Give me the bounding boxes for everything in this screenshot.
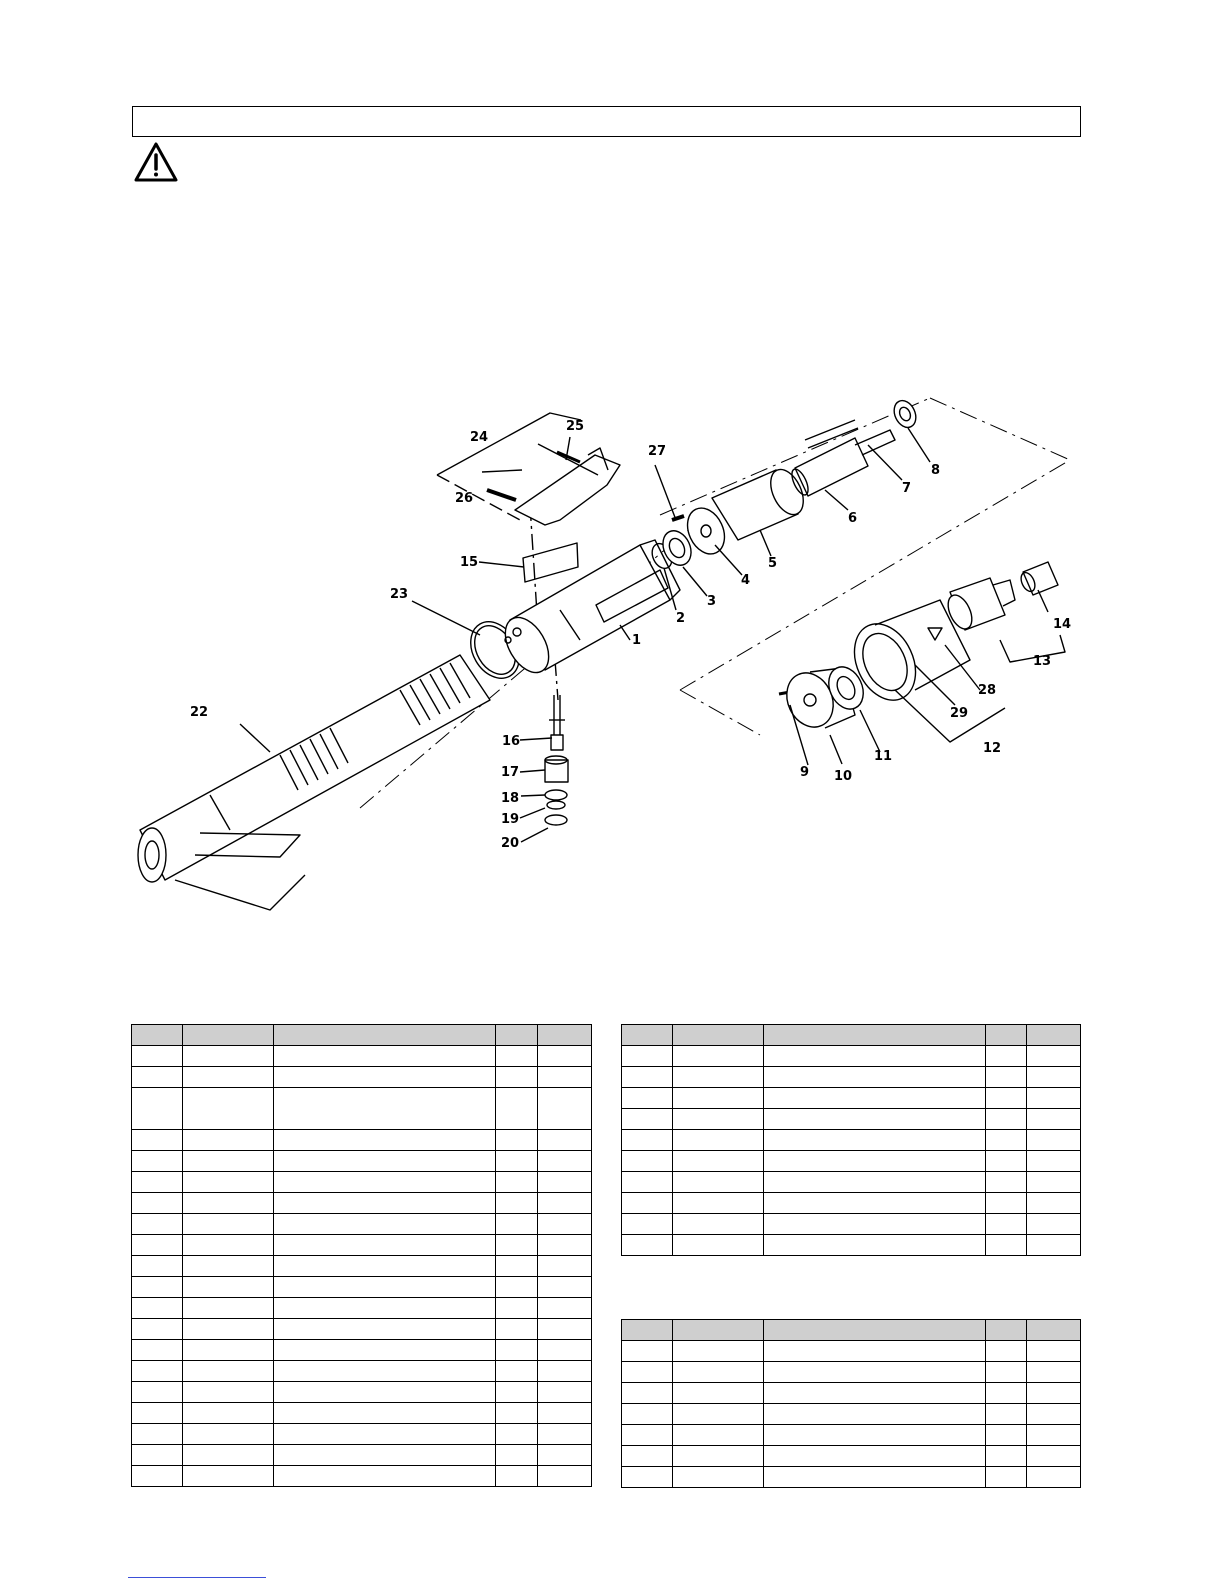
table-row xyxy=(132,1088,592,1130)
callout-8: 8 xyxy=(931,463,941,478)
table-row xyxy=(622,1425,1081,1446)
table-row xyxy=(622,1172,1081,1193)
parts-table-left xyxy=(131,1024,592,1487)
callout-4: 4 xyxy=(741,573,751,588)
callout-20: 20 xyxy=(501,836,520,851)
callout-12: 12 xyxy=(983,741,1002,756)
table-row xyxy=(622,1235,1081,1256)
table-row xyxy=(132,1214,592,1235)
table-row xyxy=(132,1319,592,1340)
callout-22: 22 xyxy=(190,705,209,720)
table-row xyxy=(132,1298,592,1319)
table-row xyxy=(132,1277,592,1298)
callout-7: 7 xyxy=(902,481,912,496)
callout-9: 9 xyxy=(800,765,810,780)
table-header-row xyxy=(622,1320,1081,1341)
callout-23: 23 xyxy=(390,587,409,602)
callout-6: 6 xyxy=(848,511,858,526)
callout-27: 27 xyxy=(648,444,667,459)
callout-16: 16 xyxy=(502,734,521,749)
table-row xyxy=(132,1172,592,1193)
table-row xyxy=(132,1046,592,1067)
table-row xyxy=(622,1067,1081,1088)
table-row xyxy=(622,1214,1081,1235)
table-header-row xyxy=(622,1025,1081,1046)
callout-10: 10 xyxy=(834,769,853,784)
table-row xyxy=(132,1382,592,1403)
table-row xyxy=(132,1361,592,1382)
parts-table-right-upper xyxy=(621,1024,1081,1256)
table-row xyxy=(132,1151,592,1172)
callout-26: 26 xyxy=(455,491,474,506)
table-row xyxy=(622,1046,1081,1067)
table-row xyxy=(132,1340,592,1361)
table-header-row xyxy=(132,1025,592,1046)
callout-3: 3 xyxy=(707,594,717,609)
callout-18: 18 xyxy=(501,791,520,806)
footer-link[interactable] xyxy=(128,1577,266,1578)
callout-13: 13 xyxy=(1033,654,1052,669)
table-row xyxy=(132,1445,592,1466)
callout-1: 1 xyxy=(632,633,642,648)
table-row xyxy=(132,1193,592,1214)
table-row xyxy=(132,1235,592,1256)
table-row xyxy=(132,1403,592,1424)
table-row xyxy=(622,1362,1081,1383)
table-row xyxy=(132,1130,592,1151)
table-row xyxy=(622,1088,1081,1109)
table-row xyxy=(622,1404,1081,1425)
callout-2: 2 xyxy=(676,611,686,626)
callout-24: 24 xyxy=(470,430,489,445)
callout-29: 29 xyxy=(950,706,969,721)
table-row xyxy=(132,1067,592,1088)
callout-15: 15 xyxy=(460,555,479,570)
callout-17: 17 xyxy=(501,765,520,780)
table-row xyxy=(132,1256,592,1277)
callout-11: 11 xyxy=(874,749,893,764)
callout-14: 14 xyxy=(1053,617,1072,632)
table-row xyxy=(622,1341,1081,1362)
table-row xyxy=(622,1151,1081,1172)
table-row xyxy=(132,1424,592,1445)
callout-25: 25 xyxy=(566,419,585,434)
callout-19: 19 xyxy=(501,812,520,827)
table-row xyxy=(132,1466,592,1487)
table-row xyxy=(622,1193,1081,1214)
table-row xyxy=(622,1467,1081,1488)
parts-table-right-lower xyxy=(621,1319,1081,1488)
table-row xyxy=(622,1446,1081,1467)
callout-28: 28 xyxy=(978,683,997,698)
table-row xyxy=(622,1383,1081,1404)
table-row xyxy=(622,1130,1081,1151)
table-row xyxy=(622,1109,1081,1130)
callout-5: 5 xyxy=(768,556,778,571)
